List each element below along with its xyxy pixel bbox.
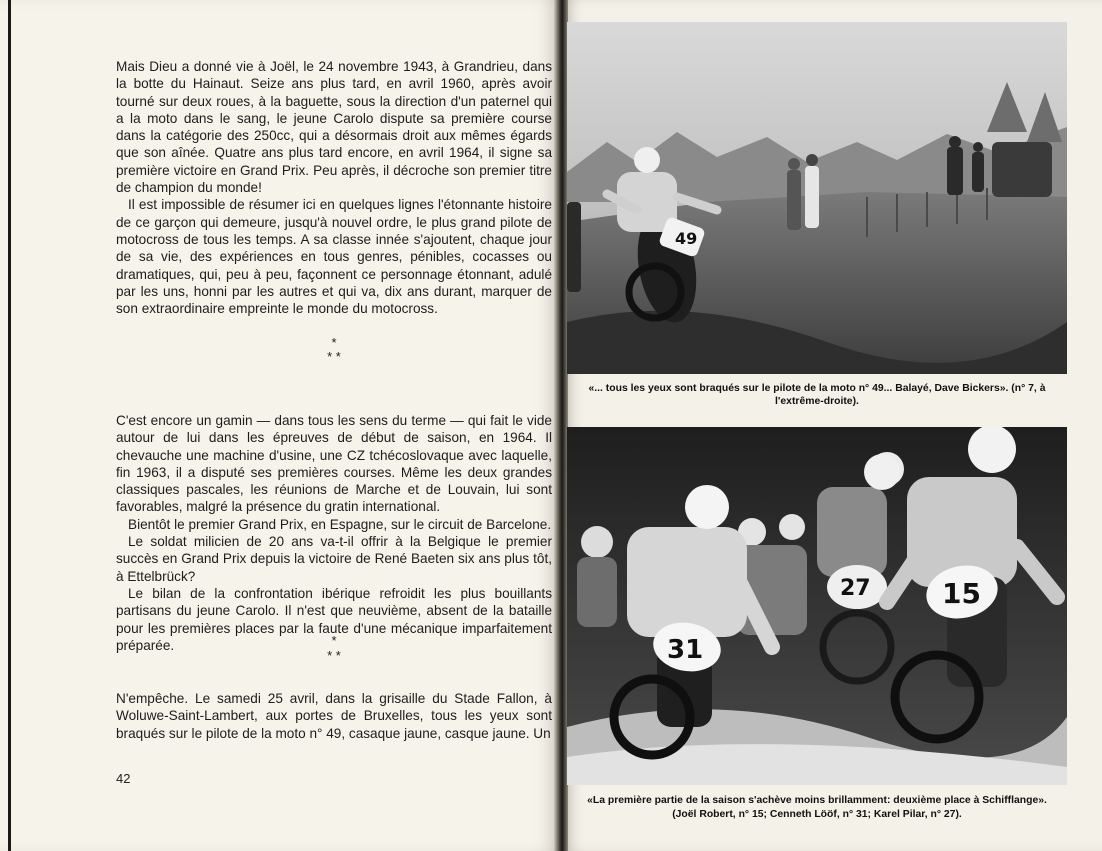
section-separator-bottom: * *: [327, 349, 341, 364]
section-separator-bottom: * *: [327, 648, 341, 663]
page-edge: [8, 0, 11, 851]
photo-2-caption-line-2: (Joël Robert, n° 15; Cenneth Lööf, n° 31; Karel Pilar, n° 27).: [672, 809, 962, 820]
paragraph: Bientôt le premier Grand Prix, en Espagne, sur le circuit de Barcelone.: [128, 516, 552, 532]
section-separator-top: *: [331, 335, 337, 350]
motocross-photo-1: [567, 22, 1067, 374]
paragraph: Le bilan de la confrontation ibérique refroidit les plus bouillants partisans du jeune Carolo. Il n'est que neuvième, absent de la bataille pour les premières places par la faute d'une mécanique imparfaitement préparée.: [116, 585, 552, 653]
photo-1-caption: «... tous les yeux sont braqués sur le pilote de la moto n° 49... Balayé, Dave Bickers». (n° 7, à l'extrême-droite).: [588, 383, 1046, 407]
paragraph: Le soldat milicien de 20 ans va-t-il offrir à la Belgique le premier succès en Grand Prix depuis la victoire de René Baeten six ans plus tôt, à Ettelbrück?: [116, 534, 552, 584]
page-number: 42: [116, 771, 131, 786]
book-gutter: [554, 0, 568, 851]
bike-number-49: 49: [675, 229, 698, 248]
motocross-photo-2: [567, 427, 1067, 785]
text-section-2: [116, 412, 552, 654]
bike-number-27: 27: [840, 576, 871, 601]
bike-number-15: 15: [942, 577, 981, 610]
paragraph: Il est impossible de résumer ici en quelques lignes l'étonnante histoire de ce garçon qui demeure, jusqu'à nouvel ordre, le plus grand pilote de motocross de tous les temps. A sa classe innée s'ajoutent, chaque jour de sa vie, des expériences en tous genres, pénibles, cocasses ou dramatiques, qui, peu à peu, façonnent ce personnage étonnant, adulé par les uns, honni par les autres et qui va, dix ans durant, marquer de son extraordinaire empreinte le monde du motocross.: [116, 197, 552, 317]
paragraph: C'est encore un gamin — dans tous les sens du terme — qui fait le vide autour de lui dans les épreuves de début de saison, en 1964. Il chevauche une machine d'usine, une CZ tchécoslovaque avec laquelle, fin 1963, il a disputé ses premières courses. Même les deux grandes classiques pascales, les réunions de Marche et de Louvain, lui sont favorables, malgré la présence du gratin international.: [116, 413, 552, 515]
text-section-3: [116, 690, 552, 742]
bike-number-31: 31: [667, 635, 704, 665]
paragraph: Mais Dieu a donné vie à Joël, le 24 novembre 1943, à Grandrieu, dans la botte du Hainaut. Seize ans plus tard, en avril 1960, après avoir tourné sur deux roues, à la baguette, sous la direction d'un paternel qui a la moto dans le sang, le jeune Carolo dispute sa première course dans la catégorie des 250cc, qui a désormais droit aux mêmes égards que son aînée. Quatre ans plus tard encore, en avril 1964, il signe sa première victoire en Grand Prix. Peu après, il décroche son premier titre de champion du monde!: [116, 59, 552, 196]
photo-2-caption-line-1: «La première partie de la saison s'achève moins brillamment: deuxième place à Schifflange».: [587, 795, 1047, 806]
paragraph: N'empêche. Le samedi 25 avril, dans la grisaille du Stade Fallon, à Woluwe-Saint-Lambert, aux portes de Bruxelles, tous les yeux sont braqués sur le pilote de la moto n° 49, casaque jaune, casque jaune. Un: [116, 691, 552, 741]
section-separator-top: *: [331, 633, 337, 648]
text-section-1: [116, 58, 552, 317]
